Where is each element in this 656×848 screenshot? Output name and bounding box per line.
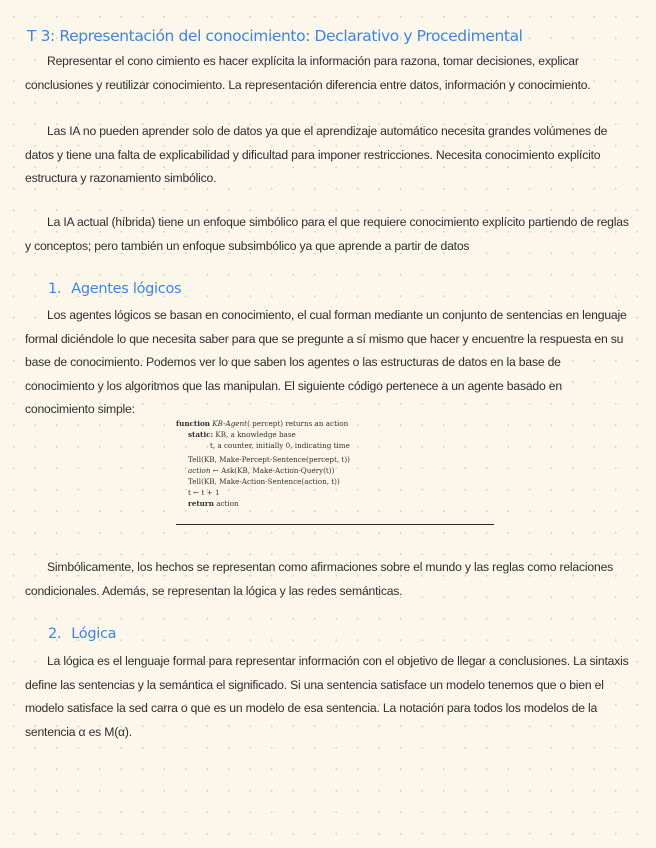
code-line-1 bbox=[176, 418, 494, 429]
section-number: 2. bbox=[48, 626, 62, 642]
code-line-2 bbox=[176, 429, 494, 440]
code-keyword: action bbox=[188, 466, 211, 475]
intro-paragraph-3: La IA actual (híbrida) tiene un enfoque simbólico para el que requiere conocimiento explícito partiendo de reglas y conceptos; pero también un enfoque subsimbólico ya que aprende a partir de datos bbox=[25, 215, 629, 253]
code-line-6: Tell(KB, Make-Action-Sentence(action, t)) bbox=[188, 477, 340, 486]
section2-paragraph: La lógica es el lenguaje formal para representar información con el objetivo de llegar a conclusiones. La sintaxis define las sentencias y la semántica el significado. Si una sentencia satisface un modelo tenemos que o bien el modelo satisface la sed carra o que es un modelo de esa sentencia. La notación para todos los modelos de la sentencia α es M(α). bbox=[25, 654, 629, 739]
code-keyword: return bbox=[188, 499, 214, 508]
code-function-name: KB-Agent bbox=[212, 419, 248, 428]
code-text: action bbox=[216, 499, 239, 508]
code-line-4: Tell(KB, Make-Percept-Sentence(percept, t)) bbox=[188, 455, 350, 464]
intro-paragraph-1: Representar el cono cimiento es hacer explícita la información para razona, tomar decisiones, explicar conclusiones y reutilizar conocimiento. La representación diferencia entre datos, información y conocimiento. bbox=[25, 54, 591, 92]
code-line-7: t ← t + 1 bbox=[188, 488, 220, 497]
intro-paragraph-2: Las IA no pueden aprender solo de datos ya que el aprendizaje automático necesita grandes volúmenes de datos y tiene una falta de explicabilidad y dificultad para imponer restricciones. Necesita conocimiento explícito estructura y razonamiento simbólico. bbox=[25, 124, 608, 185]
code-keyword: static: bbox=[188, 430, 214, 439]
code-line-5 bbox=[176, 465, 494, 476]
kb-agent-code-figure bbox=[176, 418, 494, 525]
code-keyword: function bbox=[176, 419, 210, 428]
section-heading-text: Lógica bbox=[71, 626, 117, 642]
section1-paragraph-2: Simbólicamente, los hechos se representan como afirmaciones sobre el mundo y las reglas como relaciones condicionales. Además, se representan la lógica y las redes semánticas. bbox=[25, 560, 614, 598]
code-text: KB, a knowledge base bbox=[215, 430, 296, 439]
code-text: ← Ask(KB, Make-Action-Query(t)) bbox=[212, 466, 335, 475]
page-title: T 3: Representación del conocimiento: Declarativo y Procedimental bbox=[27, 27, 523, 45]
section-heading-text: Agentes lógicos bbox=[71, 281, 182, 297]
section-heading-agentes-logicos bbox=[48, 281, 181, 297]
code-line-3: t, a counter, initially 0, indicating time bbox=[210, 441, 350, 450]
code-line-8 bbox=[176, 498, 494, 509]
section-number: 1. bbox=[48, 281, 62, 297]
section-heading-logica bbox=[48, 626, 116, 642]
section1-paragraph: Los agentes lógicos se basan en conocimiento, el cual forman mediante un conjunto de sentencias en lenguaje formal diciéndole lo que necesita saber para que se pregunte a sí mismo que hacer y encuentre la respuesta en su base de conocimiento. Podemos ver lo que saben los agentes o las estructuras de datos en la base de conocimiento y los algoritmos que las manipulan. El siguiente código pertenece a un agente basado en conocimiento simple: bbox=[25, 308, 627, 416]
code-text: ( percept) returns an action bbox=[247, 419, 349, 428]
